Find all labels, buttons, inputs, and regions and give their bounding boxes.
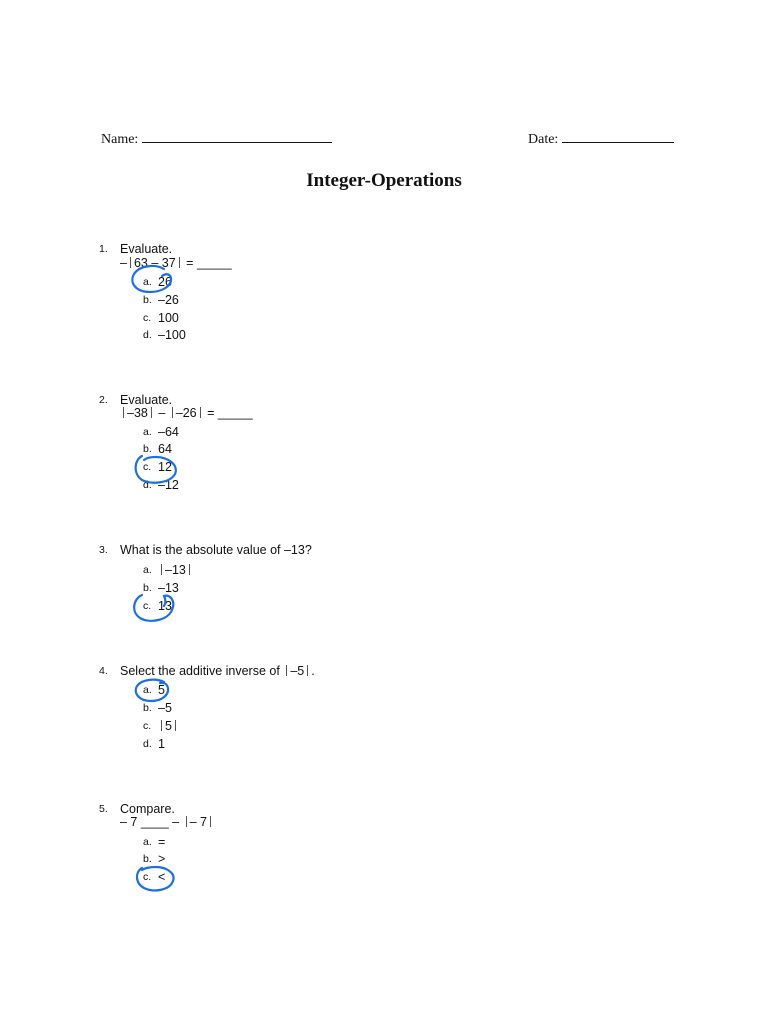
option-letter: a.	[143, 426, 152, 438]
option-text: 26	[158, 275, 172, 289]
answer-circle-mark	[126, 260, 180, 302]
answer-circle-mark	[130, 450, 182, 490]
abs-bar	[189, 564, 190, 575]
prompt-text: Select the additive inverse of	[120, 664, 280, 678]
option-letter: b.	[143, 443, 152, 455]
option-text	[158, 563, 193, 577]
expr-text: =	[186, 256, 194, 270]
prompt-value: –5	[290, 664, 305, 678]
question-prompt: Evaluate.	[120, 242, 173, 256]
answer-blank: _____	[217, 406, 253, 420]
page-title: Integer-Operations	[306, 170, 462, 191]
expr-text: –	[120, 256, 127, 270]
option-text: 1	[158, 737, 165, 751]
answer-circle-mark	[128, 588, 180, 628]
option-text: <	[158, 870, 166, 884]
name-label: Name:	[101, 132, 139, 147]
question-expression	[120, 815, 214, 829]
option-letter: d.	[143, 479, 152, 491]
option-text: 13	[158, 599, 172, 613]
option-text: >	[158, 852, 166, 866]
expr-text: =	[207, 406, 215, 420]
answer-circle-mark	[130, 676, 176, 708]
option-letter: c.	[143, 312, 152, 324]
expr-text: –	[172, 815, 180, 829]
expr-text: – 7	[189, 815, 207, 829]
option-text: –100	[158, 328, 186, 342]
option-letter: b.	[143, 853, 152, 865]
question-prompt: What is the absolute value of –13?	[120, 543, 312, 557]
option-text: 64	[158, 442, 172, 456]
answer-circle-mark	[132, 862, 180, 896]
option-letter: a.	[143, 276, 152, 288]
date-field	[528, 128, 674, 148]
question-number: 1.	[99, 243, 108, 255]
expr-text: –	[158, 406, 166, 420]
option-letter: d.	[143, 738, 152, 750]
expr-text: – 7	[120, 815, 138, 829]
abs-bar	[161, 564, 162, 575]
option-text: 100	[158, 311, 179, 325]
date-blank-line	[562, 128, 674, 143]
option-text: =	[158, 835, 166, 849]
option-text: –13	[158, 581, 179, 595]
question-prompt: Evaluate.	[120, 393, 173, 407]
abs-bar	[200, 407, 201, 418]
option-letter: a.	[143, 836, 152, 848]
option-text: 5	[158, 683, 165, 697]
abs-bar	[172, 407, 173, 418]
abs-bar	[151, 407, 152, 418]
option-letter: c.	[143, 871, 152, 883]
option-letter: d.	[143, 329, 152, 341]
option-letter: a.	[143, 564, 152, 576]
option-value: 5	[165, 719, 172, 733]
prompt-text: .	[311, 664, 315, 678]
option-letter: a.	[143, 684, 152, 696]
option-letter: b.	[143, 294, 152, 306]
expr-text: –38	[127, 406, 148, 420]
question-expression	[120, 406, 253, 420]
date-label: Date:	[528, 132, 559, 147]
option-value: –13	[165, 563, 186, 577]
question-prompt: Compare.	[120, 802, 175, 816]
question-number: 2.	[99, 394, 108, 406]
option-letter: b.	[143, 582, 152, 594]
option-text: –26	[158, 293, 179, 307]
option-letter: b.	[143, 702, 152, 714]
abs-bar	[175, 720, 176, 731]
option-text	[158, 719, 179, 733]
option-letter: c.	[143, 600, 152, 612]
abs-bar	[123, 407, 124, 418]
answer-blank: ____	[140, 815, 169, 829]
name-field	[101, 128, 332, 148]
question-number: 4.	[99, 665, 108, 677]
abs-bar	[307, 665, 308, 676]
name-blank-line	[142, 128, 332, 143]
abs-bar	[186, 816, 187, 827]
expr-text: 63 – 37	[133, 256, 176, 270]
question-number: 5.	[99, 803, 108, 815]
option-text: 12	[158, 460, 172, 474]
option-letter: c.	[143, 720, 152, 732]
option-text: –5	[158, 701, 172, 715]
abs-bar	[286, 665, 287, 676]
question-number: 3.	[99, 544, 108, 556]
option-text: –64	[158, 425, 179, 439]
abs-bar	[161, 720, 162, 731]
abs-bar	[210, 816, 211, 827]
option-text: –12	[158, 478, 179, 492]
answer-blank: _____	[196, 256, 232, 270]
option-letter: c.	[143, 461, 152, 473]
expr-text: –26	[175, 406, 197, 420]
